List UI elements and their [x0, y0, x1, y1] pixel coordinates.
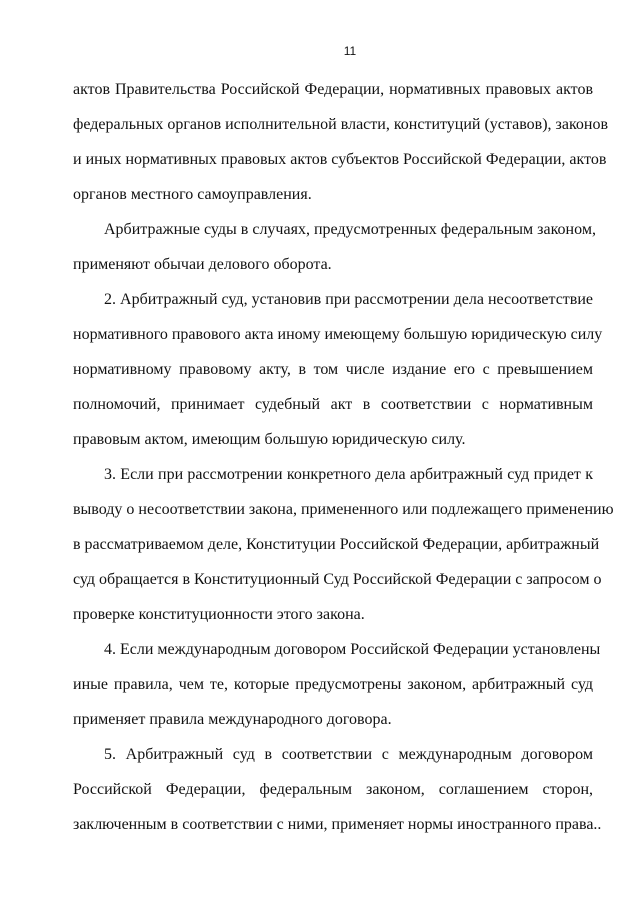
text-line [73, 772, 593, 807]
text-line-content: 5. Арбитражный суд в соответствии с международным договором [104, 746, 593, 763]
text-line-content: нормативного правового акта иному имеющему большую юридическую силу [73, 326, 603, 343]
text-line [73, 807, 602, 842]
text-line-content: заключенным в соответствии с ними, применяет нормы иностранного права.. [73, 816, 602, 833]
text-line [73, 387, 593, 422]
text-line-content: суд обращается в Конституционный Суд Российской Федерации с запросом о [73, 571, 602, 588]
text-line [73, 142, 607, 177]
text-line [73, 317, 603, 352]
text-line: органов местного самоуправления. [73, 186, 312, 203]
document-body [73, 72, 614, 842]
text-line-content: выводу о несоответствии закона, примененного или подлежащего применению [73, 501, 614, 518]
text-line-content: Арбитражные суды в случаях, предусмотренных федеральным законом, [104, 221, 596, 238]
text-line-content: и иных нормативных правовых актов субъектов Российской Федерации, актов [73, 151, 607, 168]
text-line [73, 737, 593, 772]
text-line-content: полномочий, принимает судебный акт в соответствии с нормативным [73, 396, 593, 413]
paragraph-item-3 [73, 457, 614, 632]
text-line-content: 2. Арбитражный суд, установив при рассмотрении дела несоответствие [104, 291, 593, 308]
text-line-content: актов Правительства Российской Федерации, нормативных правовых актов [73, 81, 593, 98]
text-line [73, 352, 593, 387]
text-line-content: Российской Федерации, федеральным законом, соглашением сторон, [73, 781, 593, 798]
text-line [73, 212, 596, 247]
text-line: проверке конституционности этого закона. [73, 606, 365, 623]
text-line [73, 282, 593, 317]
text-line [73, 527, 600, 562]
page-number: 11 [343, 44, 357, 58]
text-line [73, 667, 593, 702]
text-line [73, 562, 602, 597]
text-line [73, 107, 609, 142]
text-line-content: 4. Если международным договором Российской Федерации установлены [104, 641, 601, 658]
paragraph-item-4 [73, 632, 601, 737]
text-line: применяют обычаи делового оборота. [73, 256, 332, 273]
text-line [73, 632, 601, 667]
paragraph-customs [73, 212, 596, 282]
text-line-content: федеральных органов исполнительной власти, конституций (уставов), законов [73, 116, 609, 133]
text-line [73, 72, 593, 107]
text-line [73, 457, 593, 492]
text-line-content: 3. Если при рассмотрении конкретного дела арбитражный суд придет к [104, 466, 593, 483]
text-line-content: иные правила, чем те, которые предусмотрены законом, арбитражный суд [73, 676, 593, 693]
text-line [73, 492, 614, 527]
text-line-content: в рассматриваемом деле, Конституции Российской Федерации, арбитражный [73, 536, 600, 553]
paragraph-item-5 [73, 737, 602, 842]
text-line-content: нормативному правовому акту, в том числе издание его с превышением [73, 361, 593, 378]
paragraph-continuation [73, 72, 609, 212]
paragraph-item-2 [73, 282, 603, 457]
text-line: применяет правила международного договора. [73, 711, 392, 728]
text-line: правовым актом, имеющим большую юридическую силу. [73, 431, 466, 448]
